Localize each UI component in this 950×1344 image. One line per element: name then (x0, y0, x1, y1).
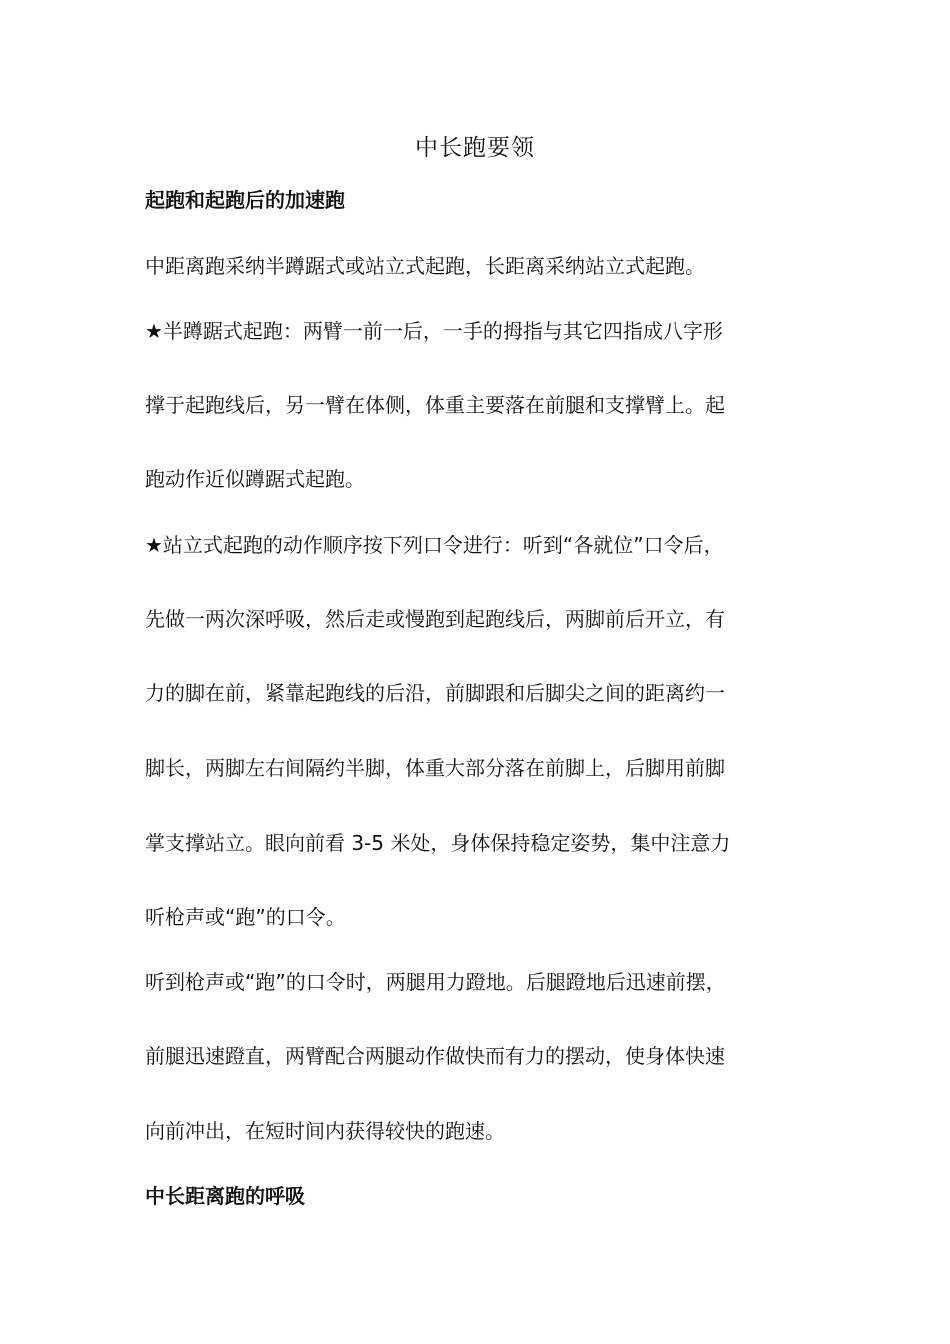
paragraph-half-crouch-line-1: ★半蹲踞式起跑：两臂一前一后，一手的拇指与其它四指成八字形 (145, 319, 723, 343)
section-heading-start: 起跑和起跑后的加速跑 (145, 188, 345, 212)
paragraph-start-action-line-3: 向前冲出，在短时间内获得较快的跑速。 (145, 1119, 505, 1143)
paragraph-half-crouch-line-3: 跑动作近似蹲踞式起跑。 (145, 467, 365, 491)
paragraph-standing-line-2: 先做一两次深呼吸，然后走或慢跑到起跑线后，两脚前后开立，有 (145, 607, 725, 631)
paragraph-half-crouch-line-2: 撑于起跑线后，另一臂在体侧，体重主要落在前腿和支撑臂上。起 (145, 393, 725, 417)
paragraph-standing-line-6: 听枪声或“跑”的口令。 (145, 905, 346, 929)
document-title: 中长跑要领 (415, 135, 535, 161)
paragraph-standing-line-4: 脚长，两脚左右间隔约半脚，体重大部分落在前脚上，后脚用前脚 (145, 756, 725, 780)
paragraph-standing-line-3: 力的脚在前，紧靠起跑线的后沿，前脚跟和后脚尖之间的距离约一 (145, 681, 725, 705)
paragraph-intro: 中距离跑采纳半蹲踞式或站立式起跑，长距离采纳站立式起跑。 (145, 254, 705, 278)
paragraph-start-action-line-1: 听到枪声或“跑”的口令时，两腿用力蹬地。后腿蹬地后迅速前摆， (145, 970, 726, 994)
section-heading-breathing: 中长距离跑的呼吸 (145, 1184, 305, 1208)
paragraph-standing-line-1: ★站立式起跑的动作顺序按下列口令进行：听到“各就位”口令后， (145, 533, 724, 557)
paragraph-standing-line-5: 掌支撑站立。眼向前看 3-5 米处，身体保持稳定姿势，集中注意力 (145, 831, 731, 855)
paragraph-start-action-line-2: 前腿迅速蹬直，两臂配合两腿动作做快而有力的摆动，使身体快速 (145, 1044, 725, 1068)
